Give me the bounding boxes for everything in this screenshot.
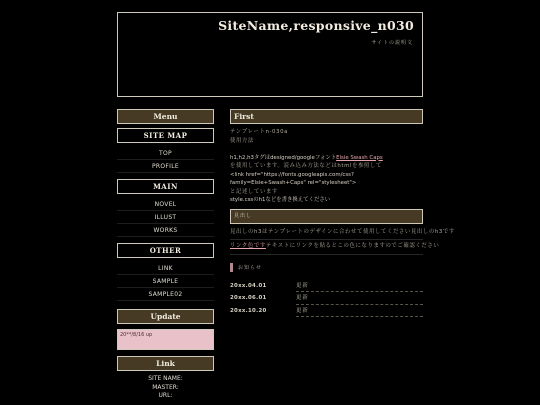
main-heading: MAIN: [117, 179, 214, 194]
font-link[interactable]: Elsie Swash Caps: [336, 154, 383, 161]
update-text: 20**/8/16 up: [120, 332, 153, 338]
other-heading: OTHER: [117, 243, 214, 258]
nav-item-sample[interactable]: SAMPLE: [117, 275, 214, 288]
link-info-master: MASTER:: [152, 383, 179, 391]
news-row: [230, 292, 423, 305]
news-list: [230, 280, 423, 318]
update-box: [117, 329, 214, 350]
nav-item-top[interactable]: TOP: [117, 147, 214, 160]
sitemap-list: [117, 147, 214, 173]
news-label: お知らせ: [238, 264, 262, 271]
main-list: [117, 198, 214, 237]
link-info-url: URL:: [158, 392, 173, 399]
news-text: 更新: [296, 292, 423, 305]
news-row: [230, 280, 423, 293]
news-date: 20xx.06.01: [230, 295, 267, 301]
sidebar: [117, 109, 214, 401]
intro-text: [230, 128, 423, 205]
intro-line: 使用方法: [230, 137, 254, 144]
link-color-sample[interactable]: リンク色です: [230, 243, 266, 249]
nav-item-novel[interactable]: NOVEL: [117, 198, 214, 211]
nav-item-sample02[interactable]: SAMPLE02: [117, 288, 214, 301]
site-title[interactable]: SiteName,responsive_n030: [218, 18, 414, 33]
intro-line: style.cssのh1などを書き換えてください: [230, 197, 331, 203]
news-text: 更新: [296, 280, 423, 293]
sitemap-heading: SITE MAP: [117, 128, 214, 143]
link-info-site-name: SITE NAME:: [148, 375, 183, 382]
h3-heading: 見出し: [230, 209, 423, 224]
nav-item-profile[interactable]: PROFILE: [117, 160, 214, 173]
code-line: family=Elsie+Swash+Caps" rel="stylesheet">: [230, 180, 357, 186]
news-heading: [230, 263, 423, 272]
site-subtitle: サイトの説明文: [371, 40, 413, 46]
intro-line: を使用しています。読み込み方法などはhtmlを参照して: [230, 163, 383, 169]
link-heading: Link: [117, 356, 214, 371]
intro-line: [230, 154, 423, 163]
link-color-note-text: テキストにリンクを貼るとこの色になりますのでご確認ください: [265, 243, 440, 249]
intro-line: テンプレートn-030a: [230, 129, 289, 135]
news-date: 20xx.10.20: [230, 307, 267, 314]
news-text: 更新: [296, 305, 423, 318]
update-heading: Update: [117, 309, 214, 324]
news-marker: [230, 263, 233, 272]
menu-heading: Menu: [117, 109, 214, 124]
intro-line-text: h1,h2,h3タグはdesigned/googleフォント: [230, 154, 337, 161]
link-info: [117, 375, 214, 401]
first-heading: First: [230, 109, 423, 124]
nav-item-illust[interactable]: ILLUST: [117, 211, 214, 224]
other-list: [117, 262, 214, 301]
code-line: <link href="https://fonts.googleapis.com/css?: [230, 171, 354, 178]
site-header: [117, 12, 423, 97]
intro-line: と記述しています: [230, 188, 278, 195]
news-date: 20xx.04.01: [230, 282, 267, 289]
news-row: [230, 305, 423, 318]
nav-item-works[interactable]: WORKS: [117, 224, 214, 237]
main-content: [230, 109, 455, 317]
link-color-note: [230, 242, 440, 255]
h3-note: 見出しのh3はテンプレートのデザインに合わせて使用してください見出しのh3です: [230, 228, 423, 241]
intro-spacer: [230, 145, 423, 154]
nav-item-link[interactable]: LINK: [117, 262, 214, 275]
